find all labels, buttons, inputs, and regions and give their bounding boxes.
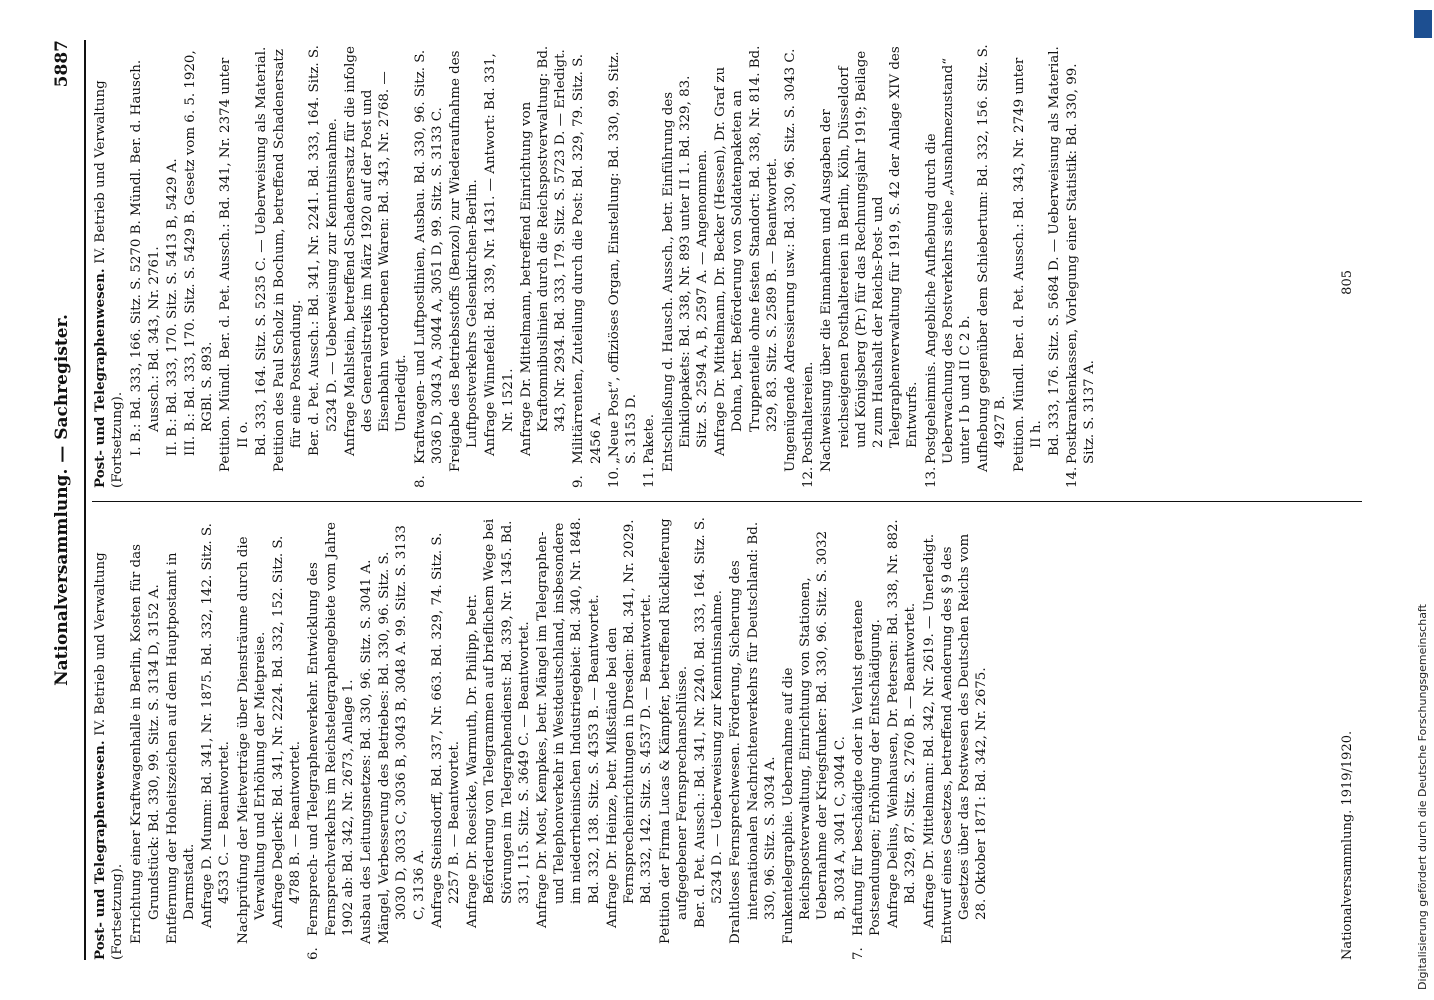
entry-text: Kraftwagen- und Luftpostlinien, Ausbau. Bd. 330, 96. Sitz. S. 3036 D, 3043 A, 3044 A, 3051 D, 99. Sitz. S. 3133 C. — [412, 49, 445, 464]
entry-text: Anfrage Deglerk: Bd. 341, Nr. 2224. Bd. 332, 152. Sitz. S. 4788 B. — Beantwortet. — [271, 535, 304, 928]
footer-page-number: 805 — [1340, 270, 1355, 295]
left-heading-bold: Post- und Telegraphenwesen. — [92, 740, 108, 960]
entry-text: Ungenügende Adressierung usw.: Bd. 330, 96. Sitz. S. 3043 C. — [782, 48, 798, 472]
index-entry — [305, 515, 357, 960]
index-entry — [1011, 43, 1045, 488]
index-entry — [727, 515, 779, 960]
index-entry — [429, 515, 463, 960]
entry-text: Entwurf eines Gesetzes, betreffend Aenderung des § 9 des Gesetzes über das Postwesen des Deutschen Reichs vom 28. Oktober 1871: Bd. 342, Nr. 2675. — [939, 533, 990, 944]
entry-text: Ber. d. Pet. Aussch.: Bd. 341, Nr. 2241. Bd. 333, 164. Sitz. S. 5234 D. — Ueberweisung zur Kenntnisnahme. — [307, 45, 340, 456]
index-entry — [660, 43, 712, 488]
entry-number: 8. — [412, 475, 428, 488]
index-entry — [850, 515, 884, 960]
index-entry — [570, 43, 604, 488]
column-divider — [92, 501, 1362, 502]
right-heading-rest: IV. Betrieb und Verwaltung (Fortsetzung). — [93, 80, 126, 488]
index-entry — [780, 515, 849, 960]
index-entry — [1064, 43, 1098, 488]
side-note — [1412, 10, 1432, 990]
index-entry — [253, 43, 270, 488]
index-entry — [712, 43, 781, 488]
entry-text: III. B.: Bd. 333, 170. Sitz. S. 5429 B. Gesetz vom 6. 5. 1920, RGBl. S. 893. — [183, 50, 216, 456]
index-entry — [164, 515, 198, 960]
entry-text: Petition. Mündl. Ber. d. Pet. Aussch.: Bd. 341, Nr. 2374 unter II o. — [218, 57, 251, 472]
index-entry — [270, 515, 304, 960]
entry-text: Bd. 333, 164. Sitz. S. 5235 C. — Ueberweisung als Material. — [253, 46, 269, 456]
index-entry — [376, 515, 428, 960]
index-entry — [199, 515, 233, 960]
index-entry — [128, 43, 162, 488]
right-heading-bold: Post- und Telegraphenwesen. — [92, 268, 108, 488]
entry-text: II. B.: Bd. 333, 170. Sitz. S. 5413 B, 5429 A. — [164, 158, 180, 456]
right-column-heading — [92, 43, 126, 488]
index-entry — [692, 515, 726, 960]
entry-text: Anfrage Delius, Weinhausen, Dr. Petersen: Bd. 338, Nr. 882. Bd. 329, 87. Sitz. S. 2760 B. — Beantwortet. — [886, 519, 919, 928]
index-entry — [534, 515, 603, 960]
index-entry — [604, 515, 656, 960]
index-entry — [128, 515, 162, 960]
index-entry — [342, 43, 411, 488]
entry-text: Funkentelegraphie. Uebernahme auf die Reichspostverwaltung, Einrichtung von Stationen, Uebernahme der Kriegsfunker: Bd. 330, 96. Sitz. S. 3032 B, 3034 A, 3041 C, 3044 C. — [780, 530, 848, 944]
entry-text: Pakete. — [642, 414, 658, 464]
left-column-heading — [92, 515, 126, 960]
entry-number: 6. — [306, 947, 322, 960]
index-entry — [939, 515, 991, 960]
index-entry — [800, 43, 817, 488]
entry-text: Postgeheimnis. Angebliche Aufhebung durch die Ueberwachung des Postverkehrs siehe „Ausnahmezustand“ unter I b und II C 2 b. — [923, 57, 973, 464]
entry-number: 10. — [606, 466, 622, 488]
index-entry — [358, 515, 375, 960]
entry-text: Aufhebung gegenüber dem Schiebertum: Bd. 332, 156. Sitz. S. 4927 B. — [976, 44, 1009, 472]
entry-text: Postkrankenkassen, Vorlegung einer Statistik: Bd. 330, 99. Sitz. S. 3137 A. — [1065, 63, 1098, 464]
index-entry — [164, 43, 181, 488]
index-entry — [975, 43, 1009, 488]
entry-number: 11. — [642, 466, 658, 488]
entry-text: Posthaltereien. — [801, 361, 817, 464]
index-entry — [921, 515, 938, 960]
index-entry — [412, 43, 446, 488]
left-column — [92, 515, 991, 960]
index-entry — [271, 43, 305, 488]
entry-text: Entschließung d. Hausch. Aussch., betr. Einführung des Einkilopakets: Bd. 338, Nr. 893 unter II 1. Bd. 329, 83. Sitz. S. 2594 A, B, 2597 A. — Angenommen. — [660, 75, 710, 472]
entry-text: Nachweisung über die Einnahmen und Ausgaben der reichseigenen Posthaltereien in Berlin, Köln, Düsseldorf und Königsberg (Pr.) für das Rechnungsjahr 1919; Beilage 2 zum Haushalt der Reichs-Post- und Telegraphenverwaltung für 1919, S. 42 der Anlage XIV des Entwurfs. — [819, 46, 921, 472]
index-entry — [306, 43, 340, 488]
entry-text: Anfrage Dr. Most, Kempkes, betr. Mängel im Telegraphen- und Telephonverkehr in Westdeutschland, insbesondere im niederrheinischen Industriegebiet: Bd. 340, Nr. 1848. Bd. 332, 138. Sitz. S. 4353 B. — Beantwortet. — [535, 517, 602, 928]
running-head-page-number: 5887 — [52, 40, 72, 88]
entry-text: Fernsprech- und Telegraphenverkehr. Entwicklung des Fernsprechverkehrs im Reichstelegraphengebiete vom Jahre 1902 ab: Bd. 342, Nr. 2673, Anlage 1. — [306, 522, 356, 936]
right-column — [92, 43, 1100, 488]
index-entry — [782, 43, 799, 488]
right-entries-list — [128, 43, 1098, 488]
entry-text: Anfrage Dr. Mittelmann, betreffend Einrichtung von Kraftomnibuslinien durch die Reichspostverwaltung: Bd. 343, Nr. 2934. Bd. 333, 179. Sitz. S. 5723 D. — Erledigt. — [518, 45, 569, 456]
entry-text: Anfrage Dr. Heinze, betr. Mißstände bei den Fernsprecheinrichtungen in Dresden: Bd. 341, Nr. 2029. Bd. 332, 142. Sitz. S. 4537 D. — Beantwortet. — [604, 519, 655, 928]
entry-text: Petition des Paul Scholz in Bochum, betreffend Schadenersatz für eine Postsendung. — [272, 49, 305, 472]
entry-text: Freigabe des Betriebsstoffs (Benzol) zur Wiederaufnahme des Luftpostverkehrs Gelsenkirchen-Berlin. — [448, 50, 481, 472]
left-entries-list — [128, 515, 990, 960]
index-entry — [885, 515, 919, 960]
entry-text: I. B.: Bd. 333, 166. Sitz. S. 5270 B. Mündl. Ber. d. Hausch. Aussch.: Bd. 343, Nr. 2761. — [129, 59, 162, 456]
entry-text: Anfrage Mahlstein, betreffend Schadenersatz für die infolge des Generalstreiks im März 1920 auf der Post und Eisenbahn verdorbenen Waren: Bd. 343, Nr. 2768. — Unerledigt. — [342, 46, 410, 456]
index-entry — [923, 43, 975, 488]
entry-text: Anfrage Dr. Mittelmann: Bd. 342, Nr. 2619. — Unerledigt. — [921, 533, 937, 928]
index-entry — [447, 43, 481, 488]
index-entry — [182, 43, 216, 488]
entry-text: Anfrage D. Mumm: Bd. 341, Nr. 1875. Bd. 332, 142. Sitz. S. 4533 C. — Beantwortet. — [200, 523, 233, 928]
entry-text: Errichtung einer Kraftwagenhalle in Berlin, Kosten für das Grundstück: Bd. 330, 99. Sitz. S. 3134 D, 3152 A. — [129, 544, 162, 944]
entry-text: Ausbau des Leitungsnetzes: Bd. 330, 96. Sitz. S. 3041 A. — [359, 559, 375, 944]
entry-text: Ber. d. Pet. Aussch.: Bd. 341, Nr. 2240. Bd. 333, 164. Sitz. S. 5234 D. — Ueberweisung zur Kenntnisnahme. — [692, 517, 726, 928]
entry-number: 14. — [1065, 466, 1081, 488]
running-head-title: Nationalversammlung. — Sachregister. — [52, 314, 72, 686]
entry-number: 13. — [923, 466, 939, 488]
entry-text: Nachprüfung der Mietverträge über Diensträume durch die Verwaltung und Erhöhung der Mietpreise. — [235, 536, 268, 944]
entry-text: Petition der Firma Lucas & Kämpfer, betreffend Rücklieferung aufgegebener Fernsprechanschlüsse. — [657, 518, 690, 944]
rotated-sheet — [40, 40, 1380, 960]
header-rule — [84, 40, 86, 960]
entry-number: 12. — [801, 466, 817, 488]
entry-text: Militärrenten, Zuteilung durch die Post: Bd. 329, 79. Sitz. S. 2456 A. — [571, 53, 604, 464]
entry-text: Anfrage Dr. Roesicke, Warmuth, Dr. Philipp, betr. Beförderung von Telegrammen auf brieflichem Wege bei Störungen im Telegraphendienst: Bd. 339, Nr. 1345. Bd. 331, 115. Sitz. S. 3649 C. — Beantwortet. — [465, 518, 532, 928]
entry-text: Mängel, Verbesserung des Betriebes: Bd. 330, 96. Sitz. S. 3030 D, 3033 C, 3036 B, 3043 B, 3048 A. 99. Sitz. S. 3133 C, 3136 A. — [377, 525, 427, 944]
left-heading-rest: IV. Betrieb und Verwaltung (Fortsetzung). — [93, 552, 126, 960]
side-note-text: Digitalisierung gefördert durch die Deutsche Forschungsgemeinschaft — [1416, 604, 1429, 990]
entry-text: Drahtloses Fernsprechwesen. Förderung, Sicherung des internationalen Nachrichtenverkehrs für Deutschland: Bd. 330, 96. Sitz. S. 3034 A. — [728, 521, 778, 944]
footer-left: Nationalversammlung. 1919/1920. — [1340, 730, 1355, 960]
entry-text: Anfrage Steinsdorff, Bd. 337, Nr. 663. Bd. 329, 74. Sitz. S. 2257 B. — Beantwortet. — [429, 532, 463, 928]
entry-text: Anfrage Dr. Mittelmann, Dr. Becker (Hessen), Dr. Graf zu Dohna, betr. Beförderung von Soldatenpaketen an Truppenteile ohne festen Standort: Bd. 338, Nr. 814. Bd. 329, 83. Sitz. S. 2589 B. — Beantwortet. — [713, 45, 780, 456]
index-entry — [606, 43, 640, 488]
index-entry — [641, 43, 658, 488]
entry-text: Bd. 333, 176. Sitz. S. 5684 D. — Ueberweisung als Material. — [1046, 46, 1062, 456]
index-entry — [657, 515, 691, 960]
entry-text: Haftung für beschädigte oder in Verlust geratene Postsendungen; Erhöhung der Entschädigung. — [850, 599, 883, 936]
index-entry — [217, 43, 251, 488]
running-head — [52, 40, 78, 960]
entry-text: „Neue Post“, offiziöses Organ, Einstellung: Bd. 330, 99. Sitz. S. 3153 D. — [606, 51, 640, 464]
entry-number: 9. — [571, 475, 587, 488]
entry-text: Entfernung der Hoheitszeichen auf dem Hauptpostamt in Darmstadt. — [164, 552, 198, 944]
index-entry — [518, 43, 570, 488]
index-entry — [818, 43, 921, 488]
entry-text: Petition. Mündl. Ber. d. Pet. Aussch.: Bd. 343, Nr. 2749 unter II h. — [1011, 57, 1044, 472]
entry-text: Anfrage Winnefeld: Bd. 339, Nr. 1431. — Antwort: Bd. 331, Nr. 1521. — [483, 53, 516, 456]
index-entry — [235, 515, 269, 960]
index-entry — [482, 43, 516, 488]
index-entry — [464, 515, 533, 960]
entry-number: 7. — [850, 947, 866, 960]
index-entry — [1046, 43, 1063, 488]
